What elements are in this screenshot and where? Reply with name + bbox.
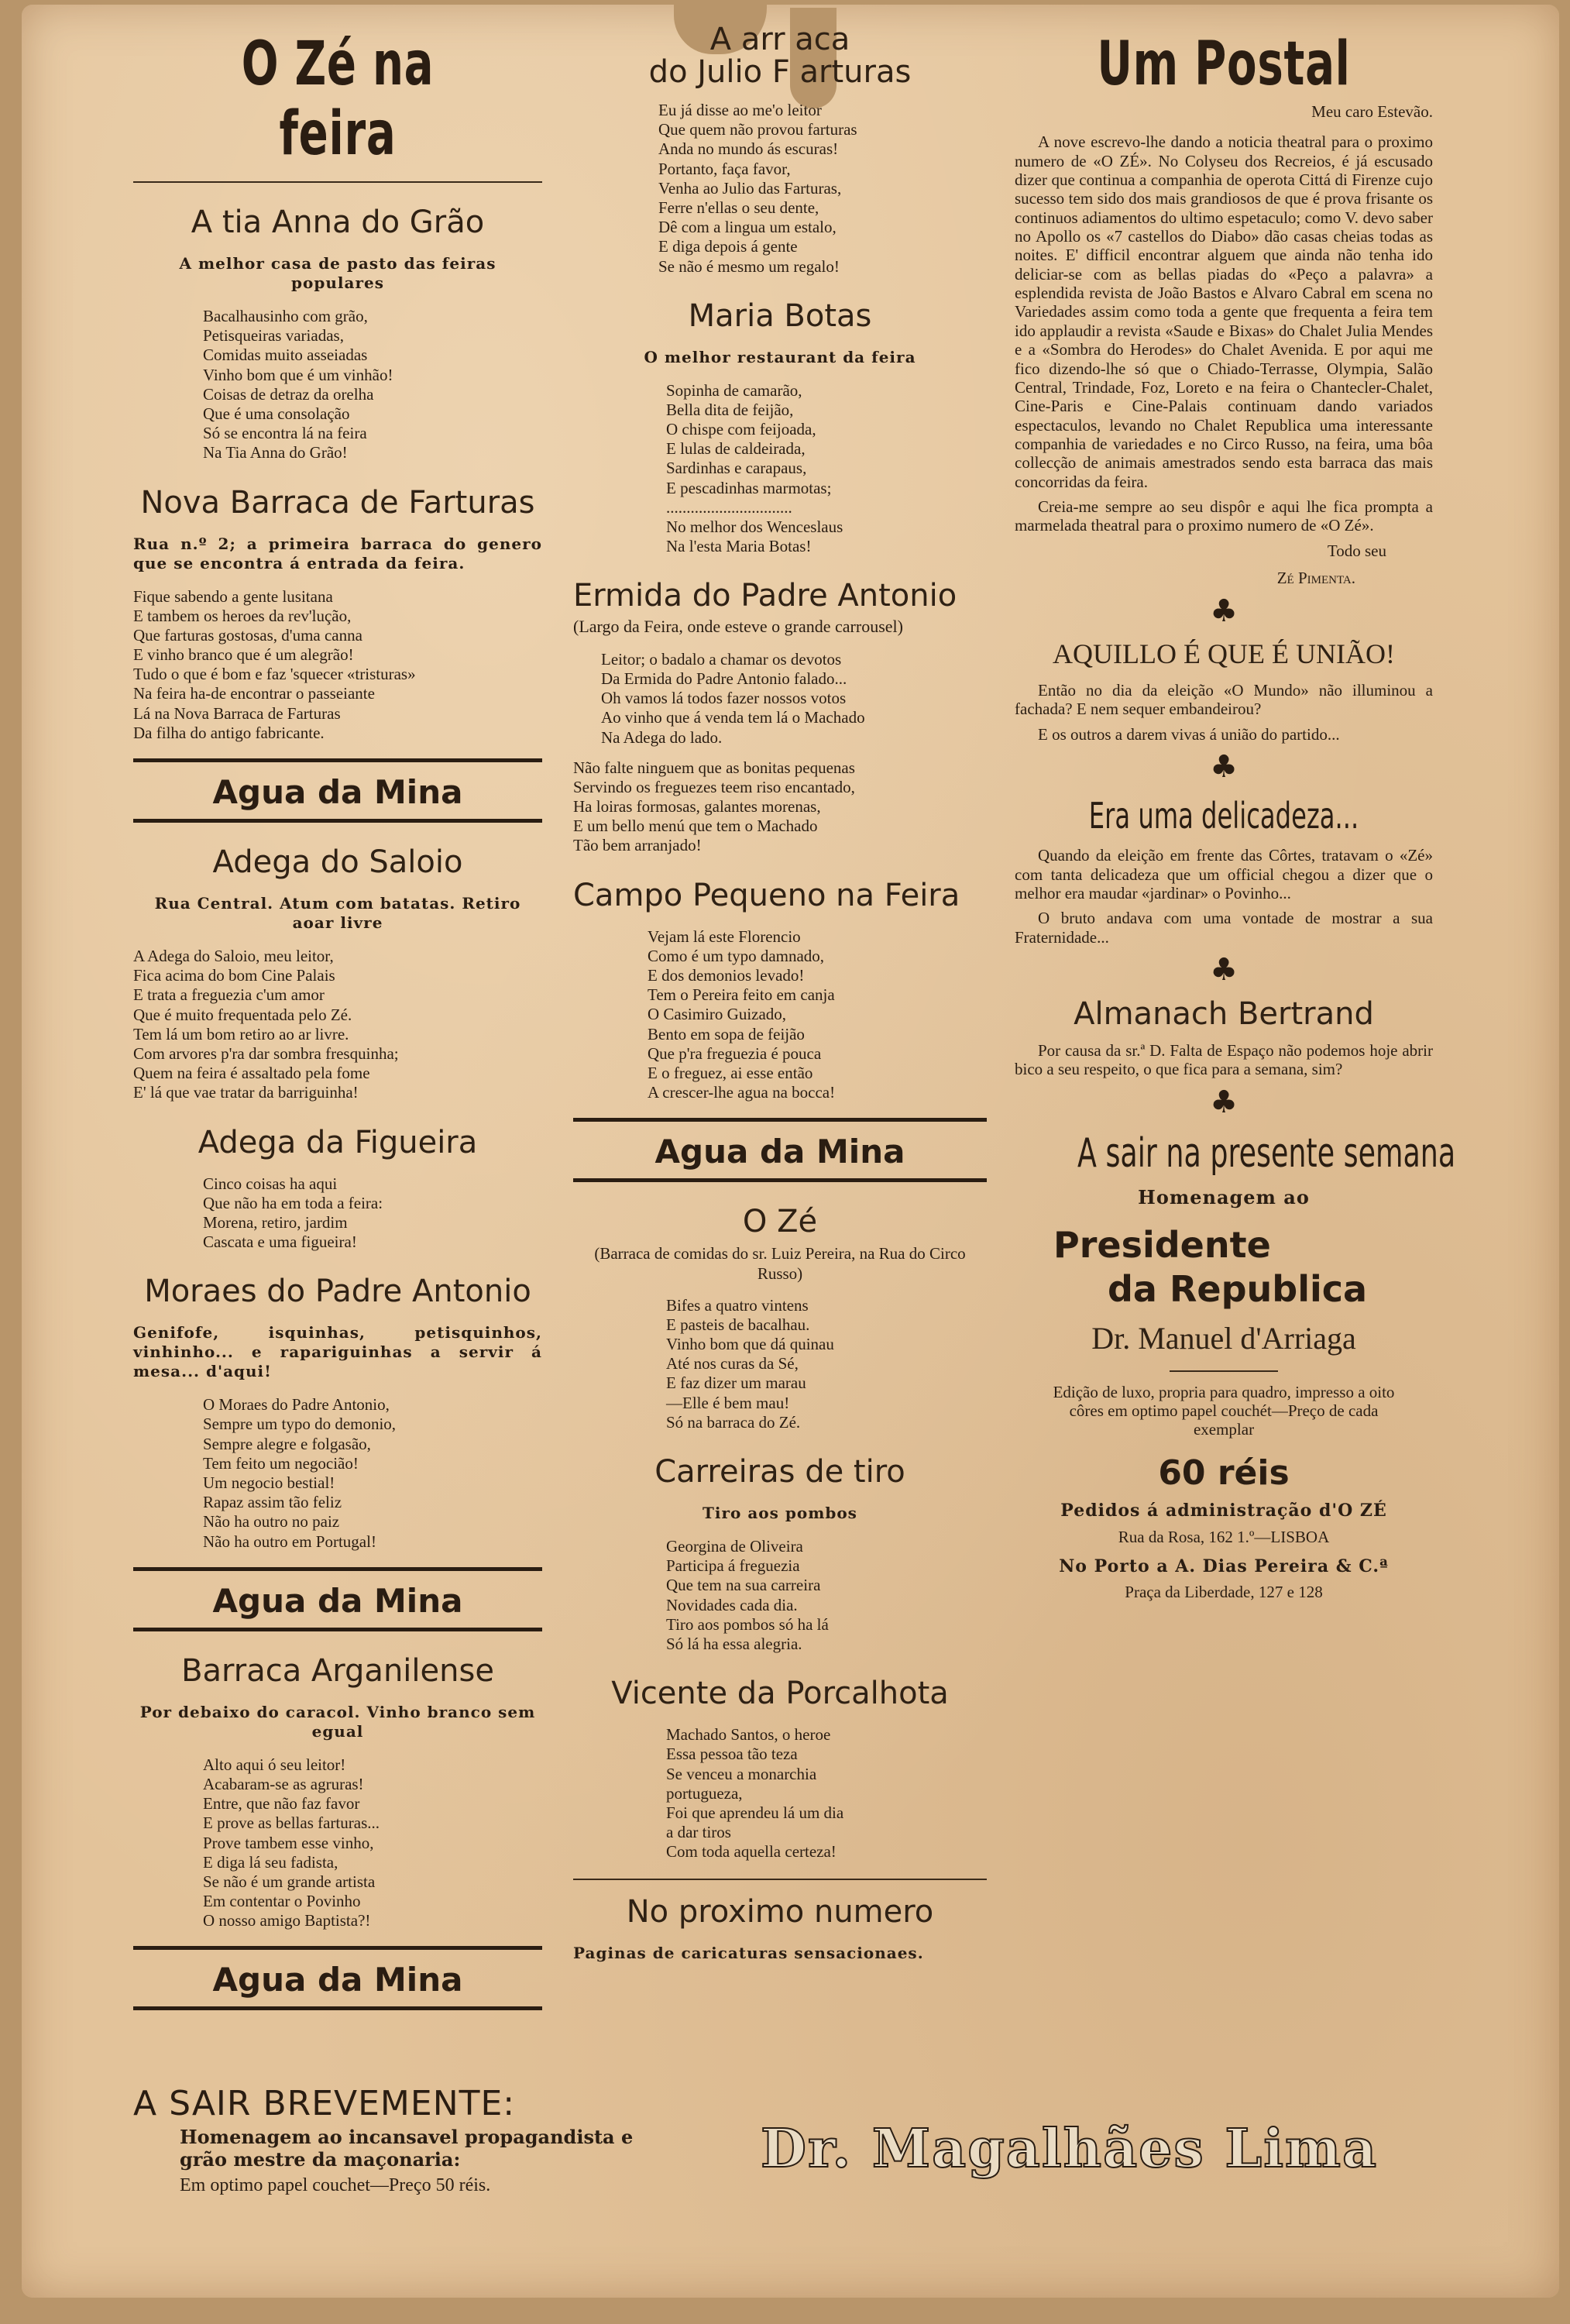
column-right xyxy=(1015,15,1456,1602)
section-title: Maria Botas xyxy=(688,297,872,334)
section-paragraph: E os outros a darem vivas á união do partido... xyxy=(1038,724,1340,744)
divider xyxy=(573,1879,987,1880)
section-paragraph: Então no dia da eleição «O Mundo» não illuminou a fachada? E nem sequer embandeirou? xyxy=(1015,681,1433,719)
section-verse: No melhor dos Wenceslaus Na l'esta Maria Botas! xyxy=(666,517,843,556)
section-verse: Georgina de Oliveira Participa á freguezia Que tem na sua carreira Novidades cada dia. Tiro aos pombos só ha lá Só lá ha essa alegria. xyxy=(666,1537,829,1653)
section-title: AQUILLO É QUE É UNIÃO! xyxy=(1053,638,1395,670)
section-subtitle: Genifofe, isquinhas, petisquinhos, vinhinho... e rapariguinhas a servir á mesa... d'aqui! xyxy=(133,1323,542,1381)
divider xyxy=(573,1118,987,1122)
divider xyxy=(133,181,542,183)
ad-porto: No Porto a A. Dias Pereira & C.ª xyxy=(1059,1556,1389,1577)
section-subtitle: Rua Central. Atum com batatas. Retiro aoar livre xyxy=(154,894,521,932)
section-title: Adega do Saloio xyxy=(212,844,463,880)
ad-name: Dr. Manuel d'Arriaga xyxy=(1091,1320,1356,1356)
masthead-title: O Zé na feira xyxy=(241,29,435,169)
section-verse: Fique sabendo a gente lusitana E tambem os heroes da rev'lução, Que farturas gostosas, d'uma canna E vinho branco que é um alegrão! Tudo o que é bom e faz 'squecer «tristuras» Na feira ha-de encontrar o passeiante Lá na Nova Barraca de Farturas Da filha do antigo fabricante. xyxy=(133,586,416,742)
section-body xyxy=(1015,1041,1433,1079)
section-title: A arr aca xyxy=(709,22,850,57)
club-ornament-icon: ♣ xyxy=(1210,1084,1238,1120)
ad-address: Rua da Rosa, 162 1.º—LISBOA xyxy=(1118,1528,1330,1547)
section-subtitle: (Barraca de comidas do sr. Luiz Pereira, na Rua do Circo Russo) xyxy=(594,1244,966,1283)
section-title: do Julio F arturas xyxy=(648,54,912,90)
ad-description: Edição de luxo, propria para quadro, impresso a oito côres em optimo papel couchét—Preço de cada exemplar xyxy=(1053,1382,1395,1439)
section-verse: Sopinha de camarão, Bella dita de feijão, O chispe com feijoada, E lulas de caldeirada, Sardinhas e carapaus, E pescadinhas marmotas; xyxy=(666,380,832,497)
section-paragraph: O bruto andava com uma vontade de mostrar a sua Fraternidade... xyxy=(1015,909,1433,947)
section-title: Moraes do Padre Antonio xyxy=(144,1274,531,1310)
section-title: Vicente da Porcalhota xyxy=(611,1676,949,1712)
section-verse: Machado Santos, o heroe Essa pessoa tão teza Se venceu a monarchia portugueza, Foi que aprendeu lá um dia a dar tiros Com toda aquella certeza! xyxy=(666,1725,844,1862)
section-title: Adega da Figueira xyxy=(198,1124,478,1160)
ad-banner xyxy=(573,1118,987,1182)
divider xyxy=(133,2006,542,2010)
section-subtitle: O melhor restaurant da feira xyxy=(644,347,916,366)
club-ornament-icon: ♣ xyxy=(1210,951,1238,988)
ad-address: Praça da Liberdade, 127 e 128 xyxy=(1125,1582,1323,1601)
section-verse: A Adega do Saloio, meu leitor, Fica acima do bom Cine Palais E trata a freguezia c'um amor Que é muito frequentada pelo Zé. Tem lá um bom retiro ao ar livre. Com arvores p'ra dar sombra fresquinha; Quem na feira é assaltado pela fome E' lá que vae tratar da barriguinha! xyxy=(133,947,399,1102)
ad-banner xyxy=(133,758,542,823)
section-body xyxy=(1015,846,1433,947)
section-verse: Não falte ninguem que as bonitas pequenas Servindo os freguezes teem riso encantado, Ha loiras formosas, galantes morenas, E um bello menú que tem o Machado Tão bem arranjado! xyxy=(573,758,855,855)
postal-title: Um Postal xyxy=(1097,29,1351,99)
section-title: Era uma delicadeza... xyxy=(1088,795,1359,837)
section-title: Nova Barraca de Farturas xyxy=(140,484,535,521)
section-subtitle: Homenagem ao xyxy=(1138,1185,1310,1208)
ad-orders: Pedidos á administração d'O ZÉ xyxy=(1060,1500,1387,1521)
column-left xyxy=(133,15,542,2018)
section-paragraph: Por causa da sr.ª D. Falta de Espaço não podemos hoje abrir bico a seu respeito, o que fica para a semana, sim? xyxy=(1015,1040,1433,1079)
section-title: No proximo numero xyxy=(626,1894,934,1930)
section-verse: Bifes a quatro vintens E pasteis de bacalhau. Vinho bom que dá quinau Até nos curas da Sé, E faz dizer um marau —Elle é bem mau! Só na barraca do Zé. xyxy=(666,1295,834,1432)
section-title: Carreiras de tiro xyxy=(654,1454,905,1490)
section-verse: Vejam lá este Florencio Como é um typo damnado, E dos demonios levado! Tem o Pereira feito em canja O Casimiro Guizado, Bento em sopa de feijão Que p'ra freguezia é pouca E o freguez, ai esse então A crescer-lhe agua na bocca! xyxy=(648,927,836,1102)
ad-headline: da Republica xyxy=(1108,1268,1368,1311)
letter-paragraph: A nove escrevo-lhe dando a noticia theatral para o proximo numero de «O ZÉ». No Colyseu dos Recreios, é já escusado dizer que continua a companhia de operota Cittá di Firenze cujo sucesso tem sido dos mais grandiosos de que é prova frisante os continuos adiamentos do ultimo espetaculo; como V. devo saber no Apollo os «7 castellos do Diabo» dão casas cheias todas as noites. E' difficil encontrar alguem que ainda não tenha ido deliciar-se com as bellas piadas do «Peço a palavra» a esplendida revista de João Bastos e Alvaro Cabral em scena no Variedades assim como toda a gente que frequenta a feira tem ido applaudir a revista «Saude e Bixas» do Chalet Julia Mendes e a «Sombra do Herodes» do Chalet Avenida. E por aqui me fico dizendo-lhe só que o Chiado-Terrasse, Olympia, Salão Central, Trindade, Foz, Loreto e na feira o Chantecler-Chalet, Cine-Paris e Cine-Palais continuam dando variados espectaculos, levando no Chalet Republica uma interessante companhia de variedades e no Circo Russo, na feira, uma bôa collecção de animais amestrados sendo esta barraca das mais concorridas da feira. xyxy=(1015,132,1433,491)
letter-greeting: Meu caro Estevão. xyxy=(1311,102,1433,121)
ad-banner xyxy=(133,1946,542,2010)
section-subtitle: A melhor casa de pasto das feiras populares xyxy=(179,254,496,292)
club-ornament-icon: ♣ xyxy=(1210,749,1238,786)
announcement-price: Em optimo papel couchet—Preço 50 réis. xyxy=(180,2174,491,2195)
section-verse: Eu já disse ao me'o leitor Que quem não provou farturas Anda no mundo ás escuras! Portanto, faça favor, Venha ao Julio das Farturas, Ferre n'ellas o seu dente, Dê com a lingua um estalo, E diga depois á gente Se não é mesmo um regalo! xyxy=(658,101,857,276)
section-subtitle: Rua n.º 2; a primeira barraca do genero que se encontra á entrada da feira. xyxy=(133,534,542,572)
section-verse: Leitor; o badalo a chamar os devotos Da Ermida do Padre Antonio falado... Oh vamos lá todos fazer nossos votos Ao vinho que á venda tem lá o Machado Na Adega do lado. xyxy=(601,649,865,747)
section-title: A tia Anna do Grão xyxy=(191,205,485,240)
announcement-subtitle: Homenagem ao incansavel propagandista e grão mestre da maçonaria: xyxy=(180,2126,634,2171)
divider xyxy=(1170,1370,1278,1372)
ad-price: 60 réis xyxy=(1158,1452,1290,1493)
divider xyxy=(133,1628,542,1631)
letter-closing: Todo seu xyxy=(1327,541,1386,560)
section-paragraph: Quando da eleição em frente das Côrtes, tratavam o «Zé» com tanta delicadeza que um official chegou a dizer que o melhor era maudar «jardinar» o Povinho... xyxy=(1015,846,1433,902)
bottom-announcement xyxy=(133,2084,1450,2196)
section-verse: Alto aqui ó seu leitor! Acabaram-se as agruras! Entre, que não faz favor E prove as bellas farturas... Prove tambem esse vinho, E diga lá seu fadista, Se não é um grande artista Em contentar o Povinho O nosso amigo Baptista?! xyxy=(203,1755,380,1930)
section-body xyxy=(1015,681,1433,744)
announcement-title: A SAIR BREVEMENTE: xyxy=(133,2084,516,2123)
section-title: Barraca Arganilense xyxy=(181,1652,494,1689)
divider xyxy=(133,1567,542,1571)
section-subtitle: Paginas de caricaturas sensacionaes. xyxy=(573,1944,924,1963)
ad-banner-label: Agua da Mina xyxy=(212,1581,463,1620)
section-title: Campo Pequeno na Feira xyxy=(573,877,960,913)
column-middle xyxy=(573,15,987,1977)
section-title: O Zé xyxy=(742,1204,818,1240)
section-subtitle: (Largo da Feira, onde esteve o grande carrousel) xyxy=(573,617,903,637)
ad-banner xyxy=(133,1567,542,1631)
section-title: Almanach Bertrand xyxy=(1074,995,1374,1032)
section-verse: Bacalhausinho com grão, Petisqueiras variadas, Comidas muito asseiadas Vinho bom que é um vinhão! Coisas de detraz da orelha Que é uma consolação Só se encontra lá na feira Na Tia Anna do Grão! xyxy=(203,307,393,462)
divider xyxy=(133,819,542,823)
announcement-name: Dr. Magalhães Lima xyxy=(761,2118,1379,2180)
letter-body xyxy=(1015,132,1433,535)
ad-banner-label: Agua da Mina xyxy=(212,773,463,811)
section-title: A sair na presente semana xyxy=(1077,1129,1456,1177)
letter-paragraph: Creia-me sempre ao seu dispôr e aqui lhe fica prompta a marmelada theatral para o proximo numero de «O Zé». xyxy=(1015,497,1433,535)
divider xyxy=(573,1178,987,1182)
letter-signature: Zé Pimenta. xyxy=(1276,568,1355,587)
section-verse: O Moraes do Padre Antonio, Sempre um typo do demonio, Sempre alegre e folgasão, Tem feito um negocião! Um negocio bestial! Rapaz assim tão feliz Não ha outro no paiz Não ha outro em Portugal! xyxy=(203,1395,397,1551)
section-subtitle: Tiro aos pombos xyxy=(703,1504,857,1523)
section-title: Ermida do Padre Antonio xyxy=(573,578,957,614)
ad-banner-label: Agua da Mina xyxy=(654,1133,905,1171)
ad-banner-label: Agua da Mina xyxy=(212,1961,463,1999)
section-subtitle: Por debaixo do caracol. Vinho branco sem egual xyxy=(139,1702,536,1741)
section-dots: ............................... xyxy=(666,497,792,517)
divider xyxy=(133,758,542,762)
ad-headline: Presidente xyxy=(1053,1223,1271,1266)
club-ornament-icon: ♣ xyxy=(1210,593,1238,630)
divider xyxy=(133,1946,542,1950)
section-verse: Cinco coisas ha aqui Que não ha em toda a feira: Morena, retiro, jardim Cascata e uma figueira! xyxy=(203,1174,383,1252)
